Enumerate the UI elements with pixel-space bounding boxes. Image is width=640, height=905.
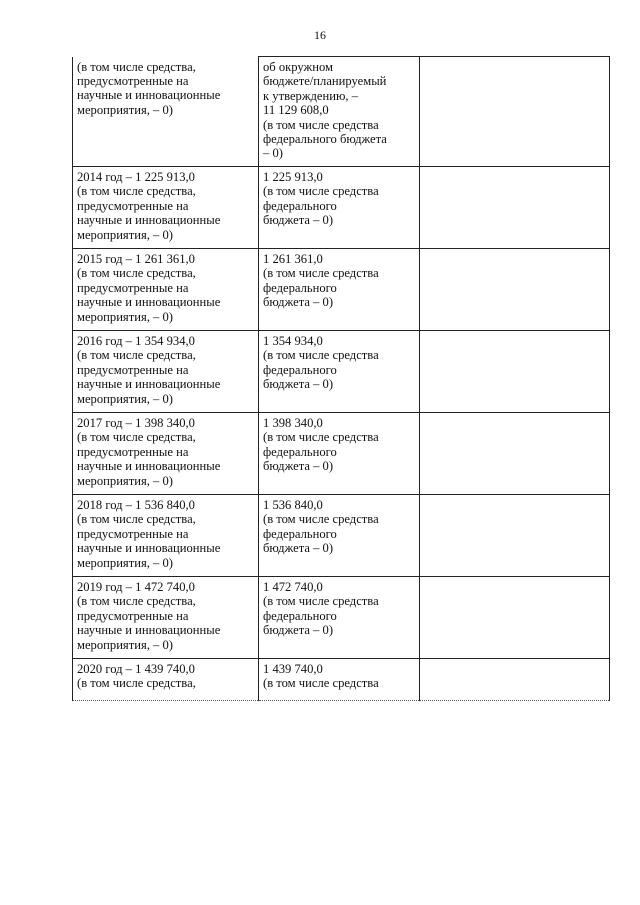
cell-line: бюджете/планируемый bbox=[263, 74, 387, 89]
cell-line: предусмотренные на bbox=[77, 73, 189, 88]
table-row bbox=[73, 57, 610, 167]
cell-line: федерального бюджета bbox=[263, 132, 387, 147]
cell-line: 1 261 361,0 bbox=[263, 252, 323, 266]
cell-line: (в том числе средства, bbox=[77, 59, 196, 74]
budget-source-cell bbox=[259, 577, 420, 659]
funding-total-cell bbox=[73, 659, 259, 701]
cell-line: 2016 год – 1 354 934,0 bbox=[77, 334, 195, 348]
cell-line: (в том числе средства, bbox=[77, 676, 196, 691]
table-row bbox=[73, 577, 610, 659]
budget-source-cell bbox=[259, 57, 420, 167]
cell-line: к утверждению, – bbox=[263, 88, 359, 103]
cell-line: 2014 год – 1 225 913,0 bbox=[77, 170, 195, 184]
cell-line: научные и инновационные bbox=[77, 88, 221, 103]
cell-line: мероприятия, – 0) bbox=[77, 227, 173, 242]
cell-line: (в том числе средства bbox=[263, 348, 379, 363]
empty-cell bbox=[420, 167, 610, 249]
cell-line: бюджета – 0) bbox=[263, 295, 334, 310]
table-row bbox=[73, 167, 610, 249]
cell-line: 1 225 913,0 bbox=[263, 170, 323, 184]
cell-line: (в том числе средства, bbox=[77, 184, 196, 199]
table-row bbox=[73, 495, 610, 577]
cell-line: бюджета – 0) bbox=[263, 213, 334, 228]
cell-line: (в том числе средства bbox=[263, 117, 379, 132]
funding-total-cell bbox=[73, 249, 259, 331]
cell-line: научные и инновационные bbox=[77, 623, 221, 638]
cell-line: (в том числе средства bbox=[263, 184, 379, 199]
cell-line: (в том числе средства bbox=[263, 430, 379, 445]
cell-line: мероприятия, – 0) bbox=[77, 309, 173, 324]
cell-line: 1 536 840,0 bbox=[263, 498, 323, 512]
cell-line: предусмотренные на bbox=[77, 280, 189, 295]
empty-cell bbox=[420, 57, 610, 167]
cell-line: (в том числе средства bbox=[263, 512, 379, 527]
cell-line: мероприятия, – 0) bbox=[77, 102, 173, 117]
empty-cell bbox=[420, 495, 610, 577]
cell-line: (в том числе средства, bbox=[77, 348, 196, 363]
table-row bbox=[73, 659, 610, 701]
cell-line: 2019 год – 1 472 740,0 bbox=[77, 580, 195, 594]
cell-line: 2017 год – 1 398 340,0 bbox=[77, 416, 195, 430]
empty-cell bbox=[420, 413, 610, 495]
budget-source-cell bbox=[259, 249, 420, 331]
funding-total-cell bbox=[73, 413, 259, 495]
cell-line: об окружном bbox=[263, 60, 333, 74]
cell-line: 1 439 740,0 bbox=[263, 662, 323, 676]
empty-cell bbox=[420, 577, 610, 659]
funding-total-cell bbox=[73, 495, 259, 577]
empty-cell bbox=[420, 331, 610, 413]
cell-line: федерального bbox=[263, 608, 337, 623]
cell-line: предусмотренные на bbox=[77, 198, 189, 213]
cell-line: научные и инновационные bbox=[77, 541, 221, 556]
cell-line: предусмотренные на bbox=[77, 526, 189, 541]
table-row bbox=[73, 249, 610, 331]
cell-line: 11 129 608,0 bbox=[263, 103, 329, 118]
page-number: 16 bbox=[314, 28, 326, 42]
cell-line: (в том числе средства, bbox=[77, 430, 196, 445]
cell-line: 1 398 340,0 bbox=[263, 416, 323, 430]
table-row bbox=[73, 413, 610, 495]
funding-total-cell bbox=[73, 577, 259, 659]
cell-line: 1 472 740,0 bbox=[263, 580, 323, 594]
cell-line: научные и инновационные bbox=[77, 213, 221, 228]
cell-line: мероприятия, – 0) bbox=[77, 555, 173, 570]
cell-line: мероприятия, – 0) bbox=[77, 391, 173, 406]
cell-line: федерального bbox=[263, 362, 337, 377]
budget-source-cell bbox=[259, 331, 420, 413]
cell-line: федерального bbox=[263, 444, 337, 459]
cell-line: (в том числе средства, bbox=[77, 512, 196, 527]
cell-line: научные и инновационные bbox=[77, 377, 221, 392]
cell-line: бюджета – 0) bbox=[263, 541, 334, 556]
cell-line: (в том числе средства bbox=[263, 266, 379, 281]
funding-total-cell bbox=[73, 331, 259, 413]
cell-line: бюджета – 0) bbox=[263, 459, 334, 474]
empty-cell bbox=[420, 249, 610, 331]
cell-line: (в том числе средства bbox=[263, 676, 379, 691]
budget-source-cell bbox=[259, 659, 420, 701]
funding-total-cell bbox=[73, 57, 259, 167]
funding-table bbox=[72, 56, 610, 701]
cell-line: мероприятия, – 0) bbox=[77, 473, 173, 488]
cell-line: предусмотренные на bbox=[77, 608, 189, 623]
cell-line: предусмотренные на bbox=[77, 362, 189, 377]
empty-cell bbox=[420, 659, 610, 701]
cell-line: мероприятия, – 0) bbox=[77, 637, 173, 652]
cell-line: бюджета – 0) bbox=[263, 623, 334, 638]
funding-total-cell bbox=[73, 167, 259, 249]
cell-line: 1 354 934,0 bbox=[263, 334, 323, 348]
cell-line: научные и инновационные bbox=[77, 295, 221, 310]
cell-line: (в том числе средства bbox=[263, 594, 379, 609]
budget-source-cell bbox=[259, 495, 420, 577]
table-row bbox=[73, 331, 610, 413]
cell-line: научные и инновационные bbox=[77, 459, 221, 474]
budget-source-cell bbox=[259, 413, 420, 495]
cell-line: федерального bbox=[263, 198, 337, 213]
cell-line: (в том числе средства, bbox=[77, 266, 196, 281]
cell-line: – 0) bbox=[263, 146, 283, 161]
cell-line: 2018 год – 1 536 840,0 bbox=[77, 498, 195, 512]
cell-line: федерального bbox=[263, 280, 337, 295]
cell-line: предусмотренные на bbox=[77, 444, 189, 459]
cell-line: федерального bbox=[263, 526, 337, 541]
budget-source-cell bbox=[259, 167, 420, 249]
cell-line: (в том числе средства, bbox=[77, 594, 196, 609]
cell-line: 2020 год – 1 439 740,0 bbox=[77, 662, 195, 676]
cell-line: 2015 год – 1 261 361,0 bbox=[77, 252, 195, 266]
cell-line: бюджета – 0) bbox=[263, 377, 334, 392]
